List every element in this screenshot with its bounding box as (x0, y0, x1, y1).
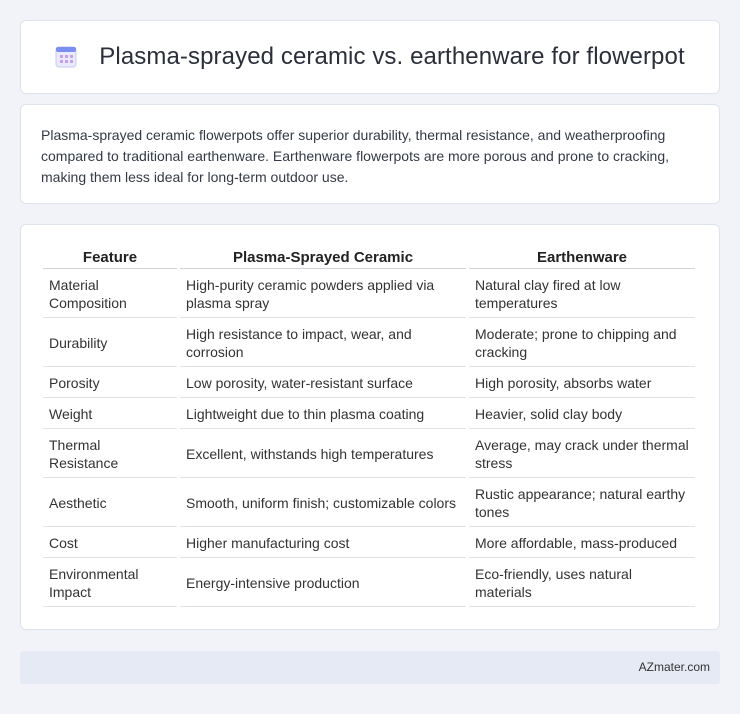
feature-cell: Aesthetic (43, 478, 177, 527)
title-card (20, 20, 720, 94)
earthenware-cell: Average, may crack under thermal stress (469, 429, 695, 478)
feature-cell: Material Composition (43, 269, 177, 318)
ceramic-cell: Energy-intensive production (180, 558, 466, 607)
header-plasma-sprayed-ceramic: Plasma-Sprayed Ceramic (180, 243, 466, 269)
table-header-row (43, 243, 695, 269)
table-row (43, 269, 695, 318)
comparison-table (40, 243, 698, 607)
table-row (43, 478, 695, 527)
feature-cell: Weight (43, 398, 177, 429)
earthenware-cell: Natural clay fired at low temperatures (469, 269, 695, 318)
table-row (43, 558, 695, 607)
earthenware-cell: Heavier, solid clay body (469, 398, 695, 429)
ceramic-cell: High-purity ceramic powders applied via plasma spray (180, 269, 466, 318)
table-row (43, 429, 695, 478)
intro-card (20, 104, 720, 204)
table-row (43, 367, 695, 398)
earthenware-cell: More affordable, mass-produced (469, 527, 695, 558)
ceramic-cell: Lightweight due to thin plasma coating (180, 398, 466, 429)
earthenware-cell: Eco-friendly, uses natural materials (469, 558, 695, 607)
footer-brand: AZmater.com (638, 660, 710, 674)
page-title: Plasma-sprayed ceramic vs. earthenware for flowerpot (99, 43, 685, 70)
earthenware-cell: Moderate; prone to chipping and cracking (469, 318, 695, 367)
comparison-table-card (20, 224, 720, 630)
ceramic-cell: Excellent, withstands high temperatures (180, 429, 466, 478)
earthenware-cell: High porosity, absorbs water (469, 367, 695, 398)
feature-cell: Durability (43, 318, 177, 367)
calendar-grid-icon (55, 45, 77, 69)
header-feature: Feature (43, 243, 177, 269)
feature-cell: Porosity (43, 367, 177, 398)
ceramic-cell: Low porosity, water-resistant surface (180, 367, 466, 398)
table-row (43, 527, 695, 558)
header-earthenware: Earthenware (469, 243, 695, 269)
footer-bar (20, 651, 720, 684)
earthenware-cell: Rustic appearance; natural earthy tones (469, 478, 695, 527)
feature-cell: Thermal Resistance (43, 429, 177, 478)
feature-cell: Cost (43, 527, 177, 558)
ceramic-cell: High resistance to impact, wear, and corrosion (180, 318, 466, 367)
ceramic-cell: Higher manufacturing cost (180, 527, 466, 558)
table-row (43, 398, 695, 429)
ceramic-cell: Smooth, uniform finish; customizable colors (180, 478, 466, 527)
feature-cell: Environmental Impact (43, 558, 177, 607)
table-row (43, 318, 695, 367)
intro-paragraph: Plasma-sprayed ceramic flowerpots offer superior durability, thermal resistance, and weatherproofing compared to traditional earthenware. Earthenware flowerpots are more porous and prone to cracking, making them less ideal for long-term outdoor use. (41, 127, 670, 185)
